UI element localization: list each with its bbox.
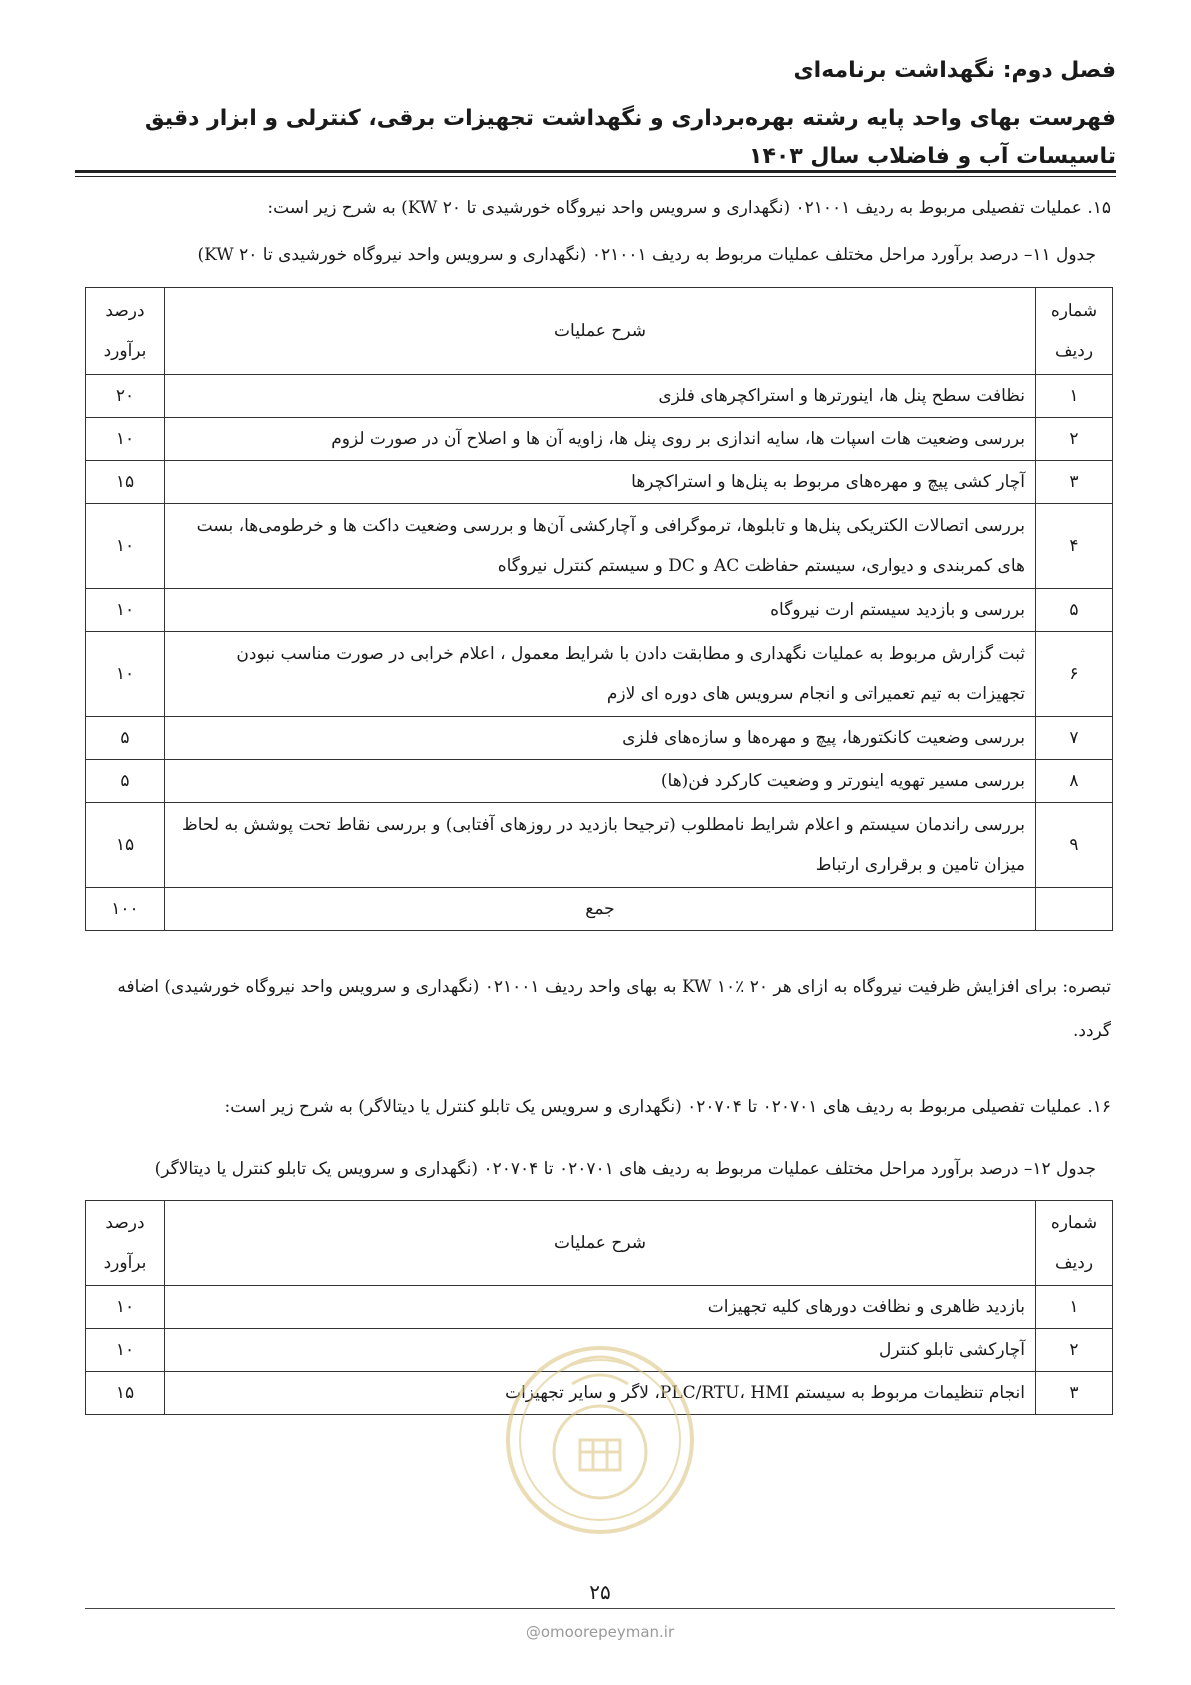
row-number: ۱	[1036, 375, 1113, 418]
header-row-number: شماره ردیف	[1036, 1201, 1113, 1286]
row-percent: ۲۰	[86, 375, 165, 418]
table-row	[86, 418, 1113, 461]
table-row	[86, 632, 1113, 717]
row-description: بازدید ظاهری و نظافت دورهای کلیه تجهیزات	[165, 1286, 1036, 1329]
row-percent: ۱۰	[86, 1286, 165, 1329]
footer-website: @omoorepeyman.ir	[525, 1623, 675, 1641]
table-row	[86, 461, 1113, 504]
row-description: آچارکشی تابلو کنترل	[165, 1329, 1036, 1372]
row-description: بررسی وضعیت کانکتورها، پیچ و مهره‌ها و سازه‌های فلزی	[165, 717, 1036, 760]
row-percent: ۵	[86, 760, 165, 803]
row-number: ۵	[1036, 589, 1113, 632]
header-description: شرح عملیات	[165, 288, 1036, 375]
row-description: ثبت گزارش مربوط به عملیات نگهداری و مطابقت دادن با شرایط معمول ، اعلام خرابی در صورت مناسب نبودن تجهیزات به تیم تعمیراتی و انجام سرویس های دوره ای لازم	[165, 632, 1036, 717]
row-description: بررسی اتصالات الکتریکی پنل‌ها و تابلوها، ترموگرافی و آچارکشی آن‌ها و بررسی وضعیت داکت ها و خرطومی‌ها، بست های کمربندی و دیواری، سیستم حفاظت AC و DC و سیستم کنترل نیروگاه	[165, 504, 1036, 589]
table-row	[86, 717, 1113, 760]
row-number: ۳	[1036, 1372, 1113, 1415]
table-12-caption: جدول ۱۲– درصد برآورد مراحل مختلف عملیات مربوط به ردیف های ۰۲۰۷۰۱ تا ۰۲۰۷۰۴ (نگهداری و سرویس یک تابلو کنترل یا دیتالاگر)	[154, 1159, 1096, 1179]
row-number: ۹	[1036, 803, 1113, 888]
section-16-intro: ۱۶. عملیات تفصیلی مربوط به ردیف های ۰۲۰۷۰۱ تا ۰۲۰۷۰۴ (نگهداری و سرویس یک تابلو کنترل یا دیتالاگر) به شرح زیر است:	[224, 1097, 1111, 1117]
section-15-intro: ۱۵. عملیات تفصیلی مربوط به ردیف ۰۲۱۰۰۱ (نگهداری و سرویس واحد نیروگاه خورشیدی تا ۲۰ KW) به شرح زیر است:	[267, 198, 1111, 218]
row-number: ۳	[1036, 461, 1113, 504]
header-rule-thin	[75, 176, 1116, 177]
row-number: ۲	[1036, 1329, 1113, 1372]
table-header-row	[86, 288, 1113, 375]
row-number: ۸	[1036, 760, 1113, 803]
table-row	[86, 589, 1113, 632]
row-description: بررسی وضعیت هات اسپات ها، سایه اندازی بر روی پنل ها، زاویه آن ها و اصلاح آن در صورت لزوم	[165, 418, 1036, 461]
header-rule-thick	[75, 170, 1116, 173]
row-description: بررسی راندمان سیستم و اعلام شرایط نامطلوب (ترجیحا بازدید در روزهای آفتابی) و بررسی نقاط تحت پوشش به لحاظ میزان تامین و برقراری ارتباط	[165, 803, 1036, 888]
row-percent: ۱۵	[86, 1372, 165, 1415]
header-percent: درصد برآورد	[86, 1201, 165, 1286]
row-description: آچار کشی پیچ و مهره‌های مربوط به پنل‌ها و استراکچرها	[165, 461, 1036, 504]
row-number: ۲	[1036, 418, 1113, 461]
document-title: فهرست بهای واحد پایه رشته بهره‌برداری و نگهداشت تجهیزات برقی، کنترلی و ابزار دقیق تاسیسات آب و فاضلاب سال ۱۴۰۳	[144, 106, 1116, 169]
table-11-note: تبصره: برای افزایش ظرفیت نیروگاه به ازای هر ۲۰ KW ۱۰٪ به بهای واحد ردیف ۰۲۱۰۰۱ (نگهداری و سرویس واحد نیروگاه خورشیدی) اضافه گردد.	[117, 977, 1111, 1041]
row-description: بررسی مسیر تهویه اینورتر و وضعیت کارکرد فن(ها)	[165, 760, 1036, 803]
row-percent: ۱۰	[86, 632, 165, 717]
seal-logo-icon	[500, 1340, 700, 1540]
row-percent: ۱۰	[86, 418, 165, 461]
row-number: ۴	[1036, 504, 1113, 589]
header-percent: درصد برآورد	[86, 288, 165, 375]
table-11	[85, 287, 1113, 931]
table-11-caption: جدول ۱۱– درصد برآورد مراحل مختلف عملیات مربوط به ردیف ۰۲۱۰۰۱ (نگهداری و سرویس واحد نیروگاه خورشیدی تا ۲۰ KW)	[197, 245, 1096, 265]
row-number: ۶	[1036, 632, 1113, 717]
row-number: ۷	[1036, 717, 1113, 760]
table-row	[86, 375, 1113, 418]
row-percent: ۱۵	[86, 461, 165, 504]
row-percent: ۱۰	[86, 1329, 165, 1372]
table-row	[86, 1286, 1113, 1329]
row-percent: ۱۵	[86, 803, 165, 888]
footer-rule	[85, 1608, 1115, 1609]
table-row	[86, 803, 1113, 888]
page-number: ۲۵	[589, 1580, 611, 1604]
table-row	[86, 760, 1113, 803]
row-percent: ۱۰	[86, 504, 165, 589]
header-description: شرح عملیات	[165, 1201, 1036, 1286]
row-number: ۱	[1036, 1286, 1113, 1329]
total-number-cell	[1036, 888, 1113, 931]
table-total-row	[86, 888, 1113, 931]
row-description: بررسی و بازدید سیستم ارت نیروگاه	[165, 589, 1036, 632]
table-row	[86, 504, 1113, 589]
row-percent: ۵	[86, 717, 165, 760]
chapter-heading: فصل دوم: نگهداشت برنامه‌ای	[793, 58, 1116, 83]
row-description: انجام تنظیمات مربوط به سیستم PLC/RTU، HMI، لاگر و سایر تجهیزات	[165, 1372, 1036, 1415]
row-description: نظافت سطح پنل ها، اینورترها و استراکچرهای فلزی	[165, 375, 1036, 418]
row-percent: ۱۰	[86, 589, 165, 632]
total-percent: ۱۰۰	[86, 888, 165, 931]
table-header-row	[86, 1201, 1113, 1286]
header-row-number: شماره ردیف	[1036, 288, 1113, 375]
total-label: جمع	[165, 888, 1036, 931]
